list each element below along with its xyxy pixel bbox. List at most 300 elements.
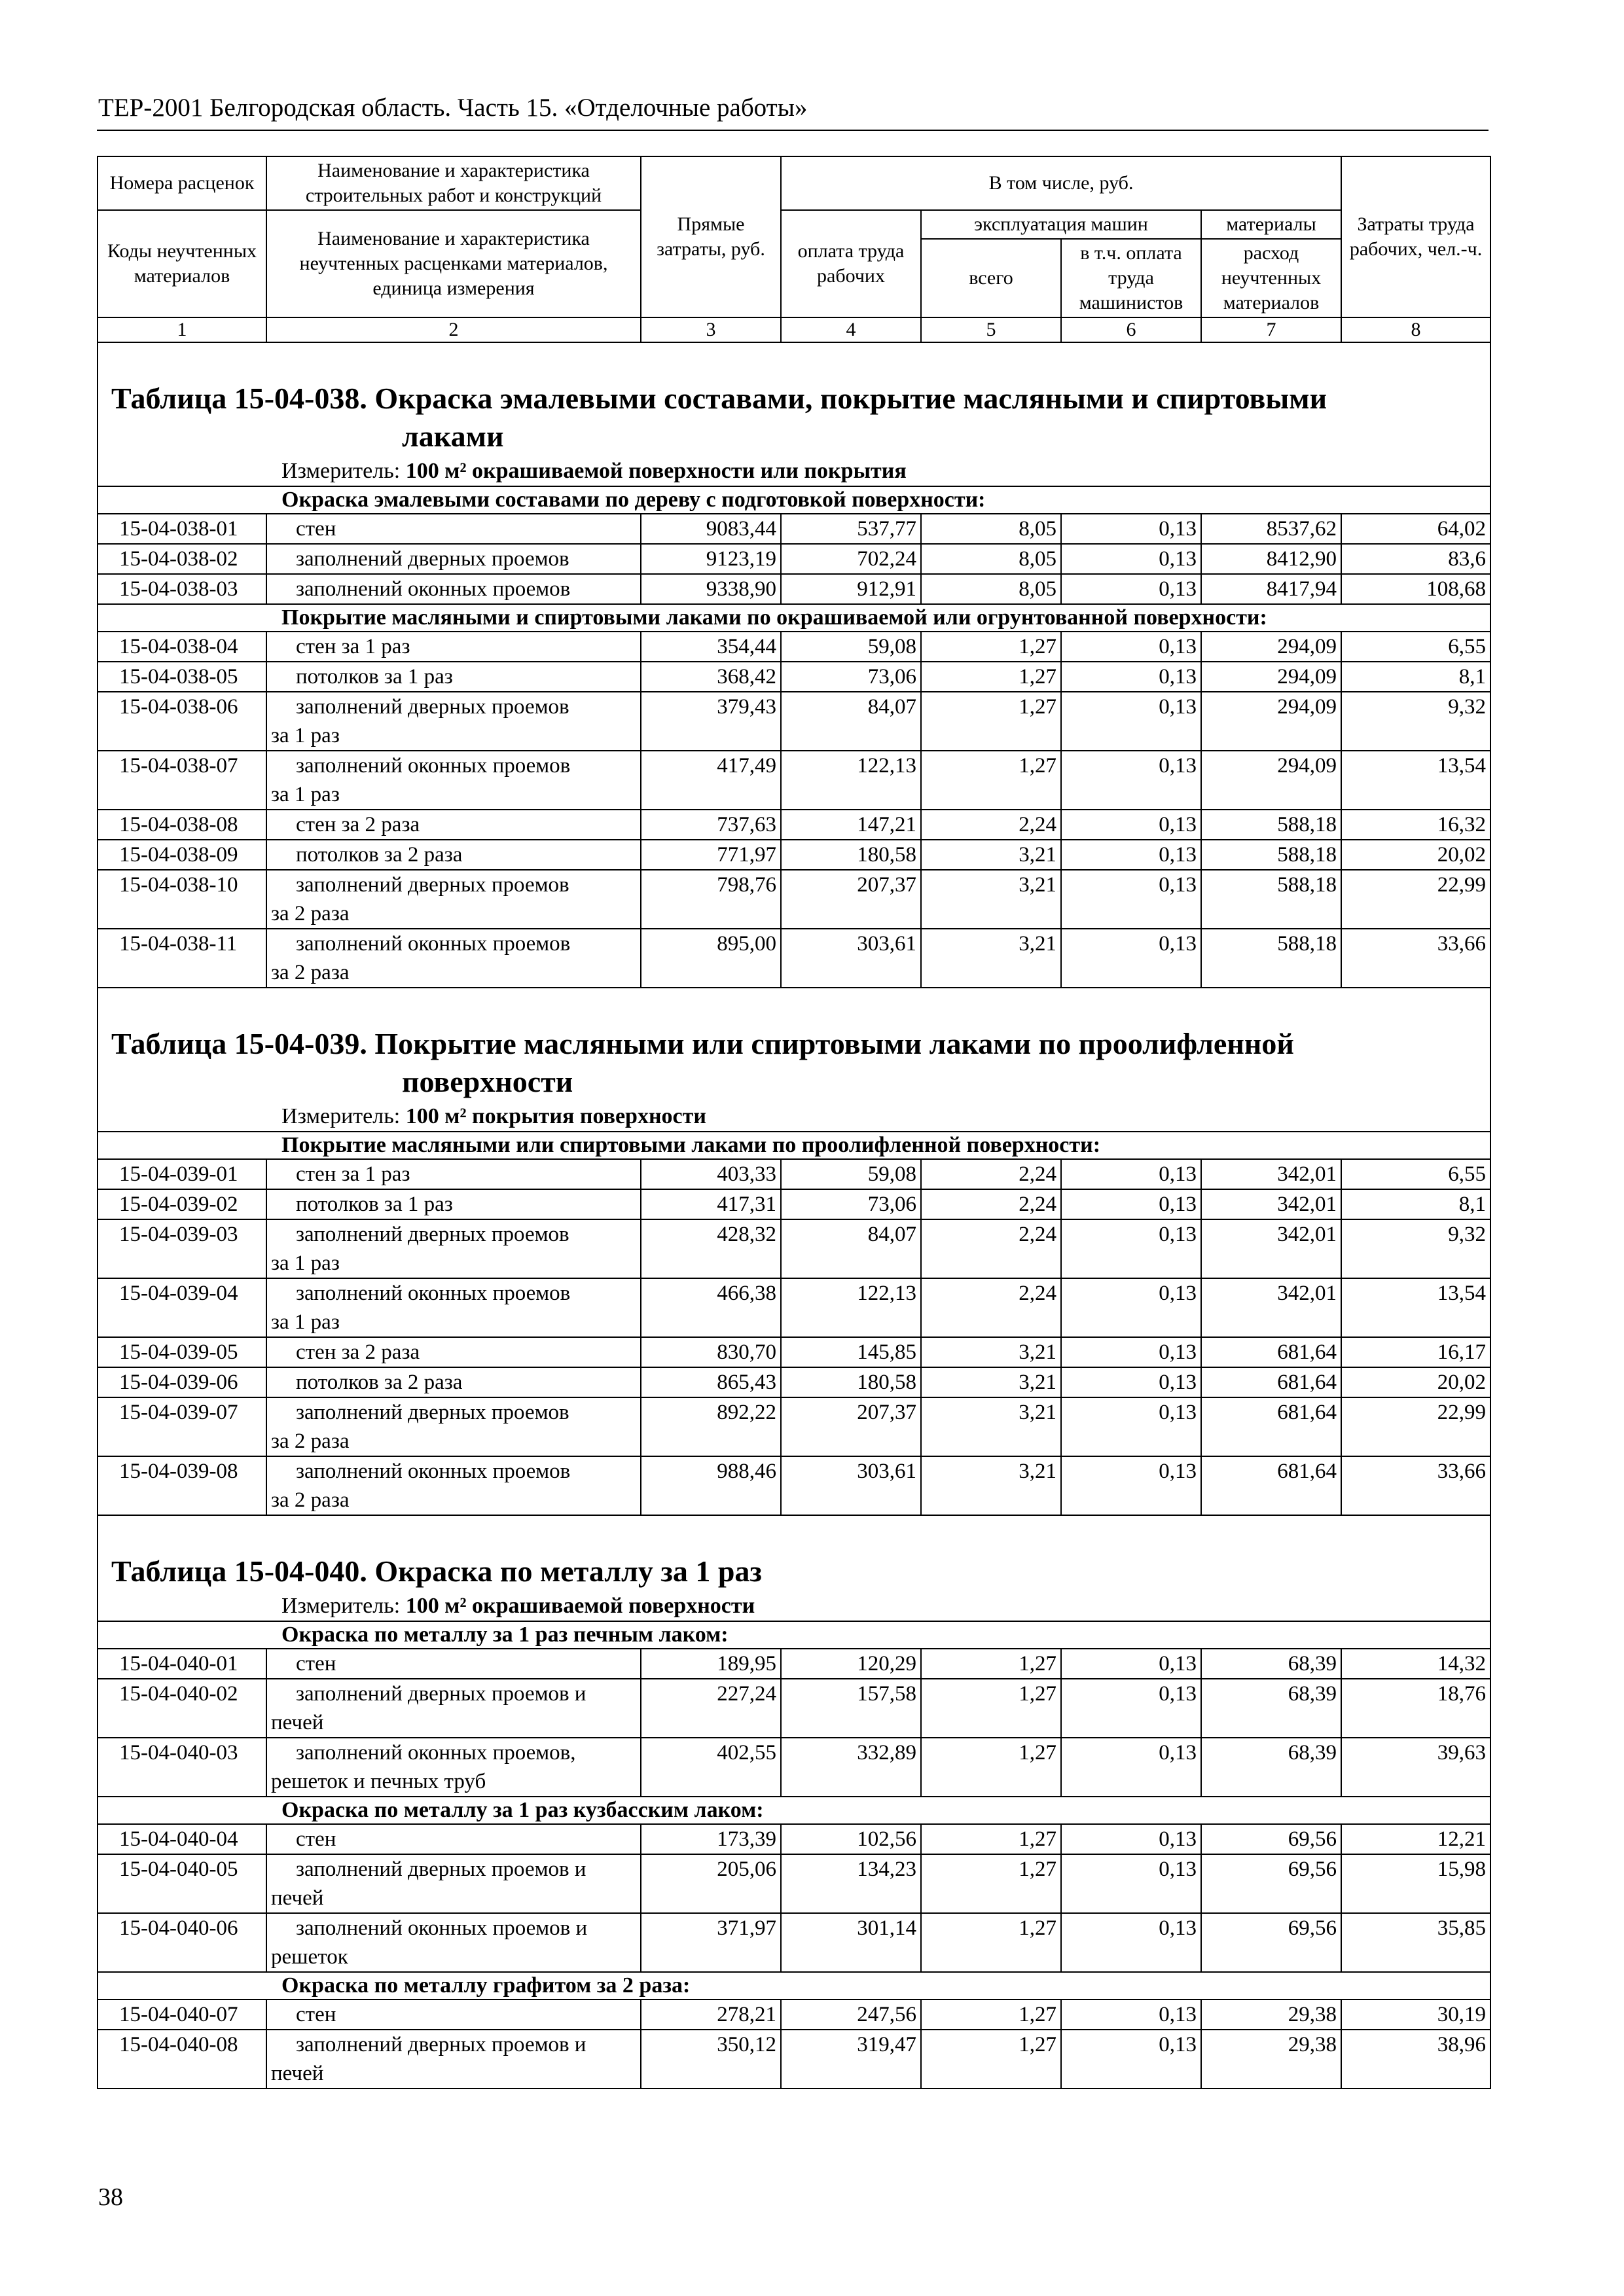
labor-pay: 207,37 — [781, 870, 921, 929]
labor-pay: 84,07 — [781, 692, 921, 751]
labor-hours: 64,02 — [1341, 514, 1490, 544]
labor-pay: 303,61 — [781, 1456, 921, 1515]
direct-cost: 417,49 — [641, 751, 781, 810]
direct-cost: 354,44 — [641, 632, 781, 662]
machines-total: 1,27 — [921, 1649, 1061, 1679]
materials-cost: 8417,94 — [1201, 574, 1341, 604]
labor-pay: 147,21 — [781, 810, 921, 840]
machines-total: 3,21 — [921, 1337, 1061, 1367]
work-name-cell — [266, 632, 641, 662]
labor-pay: 303,61 — [781, 929, 921, 988]
operators-pay: 0,13 — [1061, 1397, 1201, 1456]
col-number: 8 — [1341, 317, 1490, 342]
table-row — [98, 1159, 1490, 1189]
machines-total: 3,21 — [921, 1397, 1061, 1456]
machines-total: 3,21 — [921, 1456, 1061, 1515]
table-title — [111, 1025, 1490, 1101]
work-name-cont: решеток — [271, 1945, 348, 1969]
machines-total: 2,24 — [921, 1278, 1061, 1337]
work-name-cont: печей — [271, 1886, 324, 1910]
table-row — [98, 662, 1490, 692]
table-body — [98, 342, 1490, 2089]
work-name-cont: за 1 раз — [271, 1310, 340, 1334]
work-name-cell — [266, 870, 641, 929]
rate-code: 15-04-038-04 — [98, 632, 266, 662]
rate-code: 15-04-039-04 — [98, 1278, 266, 1337]
table-row — [98, 810, 1490, 840]
labor-pay: 59,08 — [781, 632, 921, 662]
materials-cost: 68,39 — [1201, 1679, 1341, 1738]
rate-code: 15-04-040-08 — [98, 2030, 266, 2089]
work-name-cell — [266, 514, 641, 544]
rate-code: 15-04-038-07 — [98, 751, 266, 810]
measure-row — [98, 1101, 1490, 1132]
rate-code: 15-04-040-02 — [98, 1679, 266, 1738]
operators-pay: 0,13 — [1061, 2000, 1201, 2030]
table-title-line2: лаками — [402, 420, 504, 453]
direct-cost: 227,24 — [641, 1679, 781, 1738]
work-name-cont: за 2 раза — [271, 961, 350, 984]
operators-pay: 0,13 — [1061, 544, 1201, 574]
operators-pay: 0,13 — [1061, 1738, 1201, 1797]
labor-hours: 12,21 — [1341, 1824, 1490, 1854]
work-name: заполнений дверных проемов и — [296, 1682, 586, 1706]
labor-hours: 16,17 — [1341, 1337, 1490, 1367]
measure-label: Измеритель: — [281, 459, 401, 483]
direct-cost: 189,95 — [641, 1649, 781, 1679]
rate-code: 15-04-038-05 — [98, 662, 266, 692]
work-name-cont: печей — [271, 1711, 324, 1734]
materials-cost: 294,09 — [1201, 632, 1341, 662]
machines-total: 8,05 — [921, 514, 1061, 544]
labor-pay: 537,77 — [781, 514, 921, 544]
col-number: 3 — [641, 317, 781, 342]
materials-cost: 294,09 — [1201, 692, 1341, 751]
materials-cost: 588,18 — [1201, 929, 1341, 988]
work-name-cell — [266, 929, 641, 988]
operators-pay: 0,13 — [1061, 1824, 1201, 1854]
rate-code: 15-04-040-01 — [98, 1649, 266, 1679]
work-name-cell — [266, 1219, 641, 1278]
operators-pay: 0,13 — [1061, 810, 1201, 840]
machines-total: 1,27 — [921, 692, 1061, 751]
labor-pay: 157,58 — [781, 1679, 921, 1738]
materials-cost: 681,64 — [1201, 1456, 1341, 1515]
table-row — [98, 1824, 1490, 1854]
table-title-row — [98, 342, 1490, 456]
labor-hours: 35,85 — [1341, 1913, 1490, 1972]
operators-pay: 0,13 — [1061, 662, 1201, 692]
table-row — [98, 929, 1490, 988]
materials-cost: 588,18 — [1201, 810, 1341, 840]
col1-top-header: Номера расценок — [98, 156, 266, 210]
col3-header: Прямые затраты, руб. — [641, 156, 781, 317]
work-name: стен — [296, 2003, 336, 2026]
labor-hours: 6,55 — [1341, 632, 1490, 662]
work-name-cell — [266, 544, 641, 574]
labor-pay: 102,56 — [781, 1824, 921, 1854]
operators-pay: 0,13 — [1061, 751, 1201, 810]
direct-cost: 379,43 — [641, 692, 781, 751]
labor-pay: 145,85 — [781, 1337, 921, 1367]
work-name: заполнений дверных проемов — [296, 1223, 569, 1246]
table-row — [98, 1367, 1490, 1397]
col8-header: Затраты труда рабочих, чел.-ч. — [1341, 156, 1490, 317]
operators-pay: 0,13 — [1061, 1337, 1201, 1367]
direct-cost: 278,21 — [641, 2000, 781, 2030]
direct-cost: 865,43 — [641, 1367, 781, 1397]
rate-code: 15-04-039-03 — [98, 1219, 266, 1278]
work-name-cell — [266, 692, 641, 751]
section-row — [98, 486, 1490, 514]
table-row — [98, 1397, 1490, 1456]
rate-code: 15-04-038-09 — [98, 840, 266, 870]
rates-table — [97, 156, 1491, 2089]
section-title: Окраска по металлу за 1 раз кузбасским лаком: — [98, 1797, 1490, 1824]
table-row — [98, 1337, 1490, 1367]
table-row — [98, 1738, 1490, 1797]
work-name-cell — [266, 1337, 641, 1367]
work-name: заполнений дверных проемов и — [296, 1857, 586, 1881]
work-name: потолков за 1 раз — [296, 665, 453, 689]
col-number: 6 — [1061, 317, 1201, 342]
table-row — [98, 1219, 1490, 1278]
table-row — [98, 514, 1490, 544]
labor-pay: 319,47 — [781, 2030, 921, 2089]
operators-pay: 0,13 — [1061, 1159, 1201, 1189]
work-name-cell — [266, 1397, 641, 1456]
materials-cost: 69,56 — [1201, 1854, 1341, 1913]
work-name-cont: за 1 раз — [271, 724, 340, 747]
work-name: потолков за 1 раз — [296, 1193, 453, 1216]
operators-pay: 0,13 — [1061, 1367, 1201, 1397]
rate-code: 15-04-039-07 — [98, 1397, 266, 1456]
materials-cost: 342,01 — [1201, 1189, 1341, 1219]
col-number: 7 — [1201, 317, 1341, 342]
materials-cost: 588,18 — [1201, 840, 1341, 870]
table-title-line1: Окраска по металлу за 1 раз — [374, 1554, 762, 1588]
machines-total: 1,27 — [921, 1679, 1061, 1738]
labor-pay: 180,58 — [781, 1367, 921, 1397]
col-number: 2 — [266, 317, 641, 342]
section-row — [98, 1797, 1490, 1824]
table-row — [98, 692, 1490, 751]
labor-hours: 33,66 — [1341, 929, 1490, 988]
work-name-cell — [266, 1679, 641, 1738]
direct-cost: 403,33 — [641, 1159, 781, 1189]
rate-code: 15-04-038-02 — [98, 544, 266, 574]
labor-hours: 39,63 — [1341, 1738, 1490, 1797]
work-name: заполнений оконных проемов — [296, 577, 571, 601]
direct-cost: 737,63 — [641, 810, 781, 840]
labor-hours: 8,1 — [1341, 1189, 1490, 1219]
operators-pay: 0,13 — [1061, 1456, 1201, 1515]
direct-cost: 350,12 — [641, 2030, 781, 2089]
direct-cost: 402,55 — [641, 1738, 781, 1797]
rate-code: 15-04-040-07 — [98, 2000, 266, 2030]
machines-total: 3,21 — [921, 840, 1061, 870]
labor-pay: 59,08 — [781, 1159, 921, 1189]
machines-total: 3,21 — [921, 929, 1061, 988]
materials-cost: 69,56 — [1201, 1824, 1341, 1854]
table-title-row — [98, 1515, 1490, 1590]
table-row — [98, 1456, 1490, 1515]
rate-code: 15-04-038-01 — [98, 514, 266, 544]
direct-cost: 466,38 — [641, 1278, 781, 1337]
labor-hours: 108,68 — [1341, 574, 1490, 604]
operators-pay: 0,13 — [1061, 2030, 1201, 2089]
work-name: потолков за 2 раза — [296, 1371, 463, 1394]
section-row — [98, 604, 1490, 632]
labor-hours: 9,32 — [1341, 1219, 1490, 1278]
labor-pay: 332,89 — [781, 1738, 921, 1797]
measure-label: Измеритель: — [281, 1594, 401, 1618]
labor-hours: 30,19 — [1341, 2000, 1490, 2030]
operators-pay: 0,13 — [1061, 1913, 1201, 1972]
direct-cost: 173,39 — [641, 1824, 781, 1854]
measure-value: 100 м² окрашиваемой поверхности — [405, 1594, 755, 1618]
labor-pay: 247,56 — [781, 2000, 921, 2030]
operators-pay: 0,13 — [1061, 870, 1201, 929]
operators-pay: 0,13 — [1061, 1649, 1201, 1679]
direct-cost: 892,22 — [641, 1397, 781, 1456]
rate-code: 15-04-038-06 — [98, 692, 266, 751]
work-name-cell — [266, 1913, 641, 1972]
machines-total: 1,27 — [921, 2000, 1061, 2030]
rate-code: 15-04-040-04 — [98, 1824, 266, 1854]
labor-pay: 84,07 — [781, 1219, 921, 1278]
work-name: заполнений оконных проемов, — [296, 1741, 576, 1765]
table-number: Таблица 15-04-040. — [111, 1554, 367, 1588]
work-name-cell — [266, 1159, 641, 1189]
operators-pay: 0,13 — [1061, 514, 1201, 544]
measure-label: Измеритель: — [281, 1104, 401, 1128]
machines-total: 8,05 — [921, 574, 1061, 604]
work-name: заполнений оконных проемов — [296, 1282, 571, 1305]
rate-code: 15-04-038-03 — [98, 574, 266, 604]
machines-total: 2,24 — [921, 1159, 1061, 1189]
rate-code: 15-04-039-05 — [98, 1337, 266, 1367]
table-row — [98, 870, 1490, 929]
col-number: 1 — [98, 317, 266, 342]
col5-header: всего — [921, 239, 1061, 317]
materials-cost: 68,39 — [1201, 1738, 1341, 1797]
section-title: Покрытие масляными или спиртовыми лаками по проолифленной поверхности: — [98, 1132, 1490, 1159]
section-row — [98, 1132, 1490, 1159]
table-title — [111, 380, 1490, 456]
labor-hours: 33,66 — [1341, 1456, 1490, 1515]
labor-pay: 134,23 — [781, 1854, 921, 1913]
direct-cost: 417,31 — [641, 1189, 781, 1219]
labor-hours: 20,02 — [1341, 840, 1490, 870]
direct-cost: 205,06 — [641, 1854, 781, 1913]
operators-pay: 0,13 — [1061, 574, 1201, 604]
labor-hours: 16,32 — [1341, 810, 1490, 840]
rate-code: 15-04-038-10 — [98, 870, 266, 929]
measure-row — [98, 1590, 1490, 1621]
work-name-cont: за 1 раз — [271, 783, 340, 806]
machines-total: 1,27 — [921, 1738, 1061, 1797]
work-name-cont: решеток и печных труб — [271, 1770, 486, 1793]
machines-total: 1,27 — [921, 662, 1061, 692]
work-name: стен за 1 раз — [296, 635, 410, 658]
rate-code: 15-04-039-01 — [98, 1159, 266, 1189]
labor-pay: 120,29 — [781, 1649, 921, 1679]
labor-pay: 912,91 — [781, 574, 921, 604]
table-number: Таблица 15-04-038. — [111, 382, 367, 415]
work-name: заполнений оконных проемов — [296, 754, 571, 778]
labor-hours: 38,96 — [1341, 2030, 1490, 2089]
labor-hours: 18,76 — [1341, 1679, 1490, 1738]
table-row — [98, 1854, 1490, 1913]
table-title-row — [98, 988, 1490, 1101]
direct-cost: 9338,90 — [641, 574, 781, 604]
page-header: ТЕР-2001 Белгородская область. Часть 15. «Отделочные работы» — [98, 94, 808, 122]
work-name: стен за 1 раз — [296, 1162, 410, 1186]
materials-header: материалы — [1201, 210, 1341, 239]
direct-cost: 895,00 — [641, 929, 781, 988]
section-row — [98, 1972, 1490, 2000]
materials-cost: 588,18 — [1201, 870, 1341, 929]
table-row — [98, 574, 1490, 604]
work-name: стен — [296, 517, 336, 541]
table-row — [98, 751, 1490, 810]
col-number: 4 — [781, 317, 921, 342]
col7-header: расход неучтенных материалов — [1201, 239, 1341, 317]
rate-code: 15-04-039-08 — [98, 1456, 266, 1515]
work-name-cell — [266, 574, 641, 604]
table-title-line1: Окраска эмалевыми составами, покрытие масляными и спиртовыми — [374, 382, 1327, 415]
materials-cost: 681,64 — [1201, 1337, 1341, 1367]
direct-cost: 988,46 — [641, 1456, 781, 1515]
operators-pay: 0,13 — [1061, 692, 1201, 751]
labor-hours: 22,99 — [1341, 870, 1490, 929]
rate-code: 15-04-040-06 — [98, 1913, 266, 1972]
page-number: 38 — [98, 2183, 123, 2211]
machines-total: 1,27 — [921, 632, 1061, 662]
work-name-cell — [266, 751, 641, 810]
materials-cost: 342,01 — [1201, 1278, 1341, 1337]
work-name-cell — [266, 1649, 641, 1679]
machines-total: 1,27 — [921, 1854, 1061, 1913]
labor-hours: 83,6 — [1341, 544, 1490, 574]
table-row — [98, 632, 1490, 662]
labor-hours: 13,54 — [1341, 751, 1490, 810]
direct-cost: 771,97 — [641, 840, 781, 870]
incl-header: В том числе, руб. — [781, 156, 1341, 210]
table-title-line2: поверхности — [402, 1065, 573, 1098]
labor-hours: 13,54 — [1341, 1278, 1490, 1337]
table-number: Таблица 15-04-039. — [111, 1027, 367, 1060]
labor-pay: 207,37 — [781, 1397, 921, 1456]
section-title: Покрытие масляными и спиртовыми лаками по окрашиваемой или огрунтованной поверхности: — [98, 604, 1490, 632]
work-name-cell — [266, 662, 641, 692]
operators-pay: 0,13 — [1061, 1854, 1201, 1913]
operators-pay: 0,13 — [1061, 840, 1201, 870]
measure-value: 100 м² окрашиваемой поверхности или покрытия — [405, 459, 907, 483]
direct-cost: 830,70 — [641, 1337, 781, 1367]
work-name: заполнений дверных проемов — [296, 873, 569, 897]
direct-cost: 371,97 — [641, 1913, 781, 1972]
work-name: заполнений дверных проемов — [296, 547, 569, 571]
operators-pay: 0,13 — [1061, 1189, 1201, 1219]
direct-cost: 9083,44 — [641, 514, 781, 544]
materials-cost: 681,64 — [1201, 1367, 1341, 1397]
rate-code: 15-04-040-05 — [98, 1854, 266, 1913]
work-name: заполнений дверных проемов — [296, 1401, 569, 1424]
col6-header: в т.ч. оплата труда машинистов — [1061, 239, 1201, 317]
work-name-cont: за 2 раза — [271, 1488, 350, 1512]
table-row — [98, 544, 1490, 574]
work-name-cell — [266, 1278, 641, 1337]
work-name-cell — [266, 1854, 641, 1913]
machines-total: 1,27 — [921, 2030, 1061, 2089]
rate-code: 15-04-038-08 — [98, 810, 266, 840]
direct-cost: 798,76 — [641, 870, 781, 929]
col1-bottom-header: Коды неучтенных материалов — [98, 210, 266, 317]
work-name-cell — [266, 2000, 641, 2030]
materials-cost: 342,01 — [1201, 1159, 1341, 1189]
labor-hours: 9,32 — [1341, 692, 1490, 751]
labor-pay: 702,24 — [781, 544, 921, 574]
measure-row — [98, 456, 1490, 486]
table-title-line1: Покрытие масляными или спиртовыми лаками по проолифленной — [374, 1027, 1294, 1060]
machines-header: эксплуатация машин — [921, 210, 1201, 239]
machines-total: 2,24 — [921, 810, 1061, 840]
rate-code: 15-04-040-03 — [98, 1738, 266, 1797]
col2-top-header: Наименование и характеристика строительных работ и конструкций — [266, 156, 641, 210]
table-row — [98, 2030, 1490, 2089]
work-name: заполнений оконных проемов — [296, 1460, 571, 1483]
materials-cost: 294,09 — [1201, 751, 1341, 810]
work-name-cell — [266, 1189, 641, 1219]
work-name: стен — [296, 1827, 336, 1851]
work-name: заполнений оконных проемов — [296, 932, 571, 956]
materials-cost: 69,56 — [1201, 1913, 1341, 1972]
work-name-cell — [266, 1456, 641, 1515]
table-row — [98, 1679, 1490, 1738]
labor-hours: 20,02 — [1341, 1367, 1490, 1397]
machines-total: 1,27 — [921, 751, 1061, 810]
operators-pay: 0,13 — [1061, 1219, 1201, 1278]
work-name-cell — [266, 1824, 641, 1854]
machines-total: 2,24 — [921, 1189, 1061, 1219]
work-name-cont: за 1 раз — [271, 1251, 340, 1275]
section-title: Окраска по металлу графитом за 2 раза: — [98, 1972, 1490, 2000]
work-name: стен за 2 раза — [296, 813, 420, 836]
work-name-cell — [266, 840, 641, 870]
work-name: стен — [296, 1652, 336, 1676]
labor-hours: 8,1 — [1341, 662, 1490, 692]
materials-cost: 342,01 — [1201, 1219, 1341, 1278]
work-name-cell — [266, 2030, 641, 2089]
section-row — [98, 1621, 1490, 1649]
table-row — [98, 840, 1490, 870]
materials-cost: 681,64 — [1201, 1397, 1341, 1456]
materials-cost: 8412,90 — [1201, 544, 1341, 574]
direct-cost: 428,32 — [641, 1219, 781, 1278]
machines-total: 1,27 — [921, 1824, 1061, 1854]
labor-hours: 6,55 — [1341, 1159, 1490, 1189]
col-number: 5 — [921, 317, 1061, 342]
measure-value: 100 м² покрытия поверхности — [405, 1104, 706, 1128]
labor-pay: 180,58 — [781, 840, 921, 870]
direct-cost: 9123,19 — [641, 544, 781, 574]
machines-total: 3,21 — [921, 1367, 1061, 1397]
work-name-cell — [266, 1738, 641, 1797]
machines-total: 2,24 — [921, 1219, 1061, 1278]
direct-cost: 368,42 — [641, 662, 781, 692]
